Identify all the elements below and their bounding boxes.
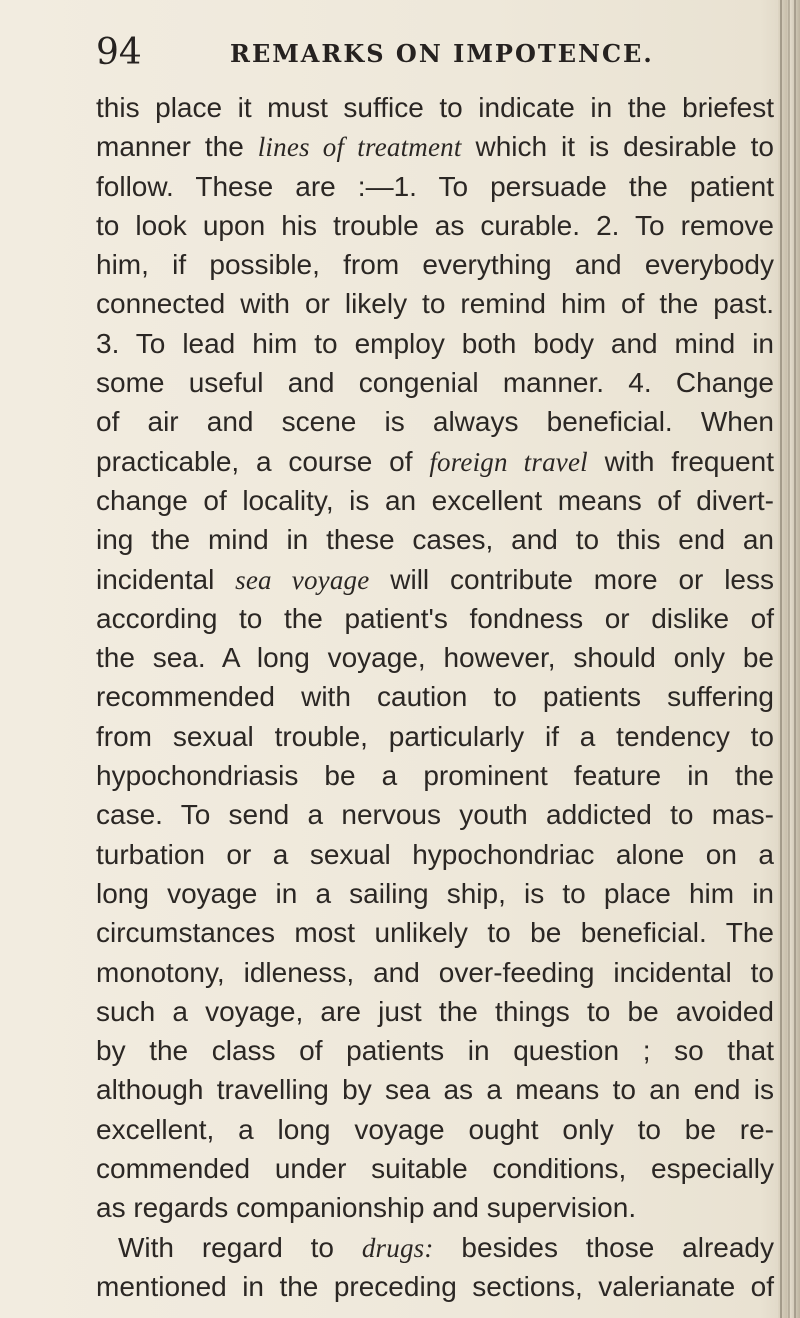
text-line — [96, 913, 774, 952]
text-run: change of locality, is an excellent means of divert- — [96, 484, 774, 516]
text-line — [96, 1267, 774, 1306]
text-line — [96, 245, 774, 284]
text-line — [96, 1110, 774, 1149]
text-run: incidental — [96, 563, 236, 595]
text-line — [96, 363, 774, 402]
text-line — [96, 677, 774, 716]
text-run: ing the mind in these cases, and to this end an — [96, 524, 774, 556]
text-run: which it is desirable to — [461, 131, 775, 163]
text-run: monotony, idleness, and over-feeding incidental to — [96, 956, 774, 988]
text-line — [96, 599, 774, 638]
text-line — [96, 1149, 774, 1188]
text-run: mentioned in the preceding sections, valerianate of — [96, 1270, 774, 1302]
text-run: practicable, a course of — [96, 445, 430, 477]
page-edge-line — [788, 0, 790, 1318]
text-line — [96, 638, 774, 677]
page-header — [96, 30, 696, 76]
text-run: besides those already — [433, 1231, 774, 1263]
text-line — [96, 88, 774, 127]
text-line — [96, 206, 774, 245]
text-run: to look upon his trouble as curable. 2. To remove — [96, 209, 774, 241]
text-run: connected with or likely to remind him of the past. — [96, 288, 774, 320]
text-run: With regard to — [118, 1231, 362, 1263]
text-run: of air and scene is always beneficial. When — [96, 406, 774, 438]
text-run: manner the — [96, 131, 258, 163]
italic-phrase: lines of treatment — [257, 132, 462, 163]
text-line — [96, 795, 774, 834]
page-number: 94 — [96, 32, 142, 73]
text-run: with frequent — [587, 445, 774, 477]
text-run: from sexual trouble, particularly if a tendency to — [96, 720, 774, 752]
italic-phrase: drugs: — [361, 1232, 434, 1263]
text-line — [96, 1188, 774, 1227]
text-run: hypochondriasis be a prominent feature in the — [96, 760, 774, 792]
text-line — [96, 442, 774, 481]
text-run: 3. To lead him to employ both body and mind in — [96, 327, 774, 359]
text-line — [96, 167, 774, 206]
italic-phrase: sea voyage — [235, 564, 370, 595]
text-run: turbation or a sexual hypochondriac alone on a — [96, 838, 774, 870]
text-line — [96, 1228, 774, 1267]
text-run: such a voyage, are just the things to be avoided — [96, 995, 774, 1027]
text-run: follow. These are :—1. To persuade the patient — [96, 170, 774, 202]
body-text — [96, 88, 774, 1306]
text-line — [96, 520, 774, 559]
text-run: circumstances most unlikely to be beneficial. The — [96, 917, 774, 949]
running-head: REMARKS ON IMPOTENCE. — [230, 39, 654, 68]
text-run: recommended with caution to patients suffering — [96, 681, 774, 713]
text-line — [96, 560, 774, 599]
text-line — [96, 992, 774, 1031]
text-line — [96, 402, 774, 441]
italic-phrase: foreign travel — [429, 446, 588, 477]
text-line — [96, 284, 774, 323]
text-run: long voyage in a sailing ship, is to place him in — [96, 877, 774, 909]
text-run: according to the patient's fondness or dislike of — [96, 602, 774, 634]
text-line — [96, 1031, 774, 1070]
text-line — [96, 481, 774, 520]
text-run: him, if possible, from everything and everybody — [96, 249, 774, 281]
text-line — [96, 835, 774, 874]
page-edge — [778, 0, 800, 1318]
page-edge-line — [794, 0, 796, 1318]
text-line — [96, 717, 774, 756]
text-run: commended under suitable conditions, especially — [96, 1153, 774, 1185]
text-run: case. To send a nervous youth addicted to mas- — [96, 799, 774, 831]
text-run: will contribute more or less — [369, 563, 774, 595]
text-run: although travelling by sea as a means to an end is — [96, 1074, 774, 1106]
text-run: the sea. A long voyage, however, should only be — [96, 642, 774, 674]
text-line — [96, 953, 774, 992]
text-run: excellent, a long voyage ought only to be re- — [96, 1113, 774, 1145]
text-line — [96, 1070, 774, 1109]
text-run: this place it must suffice to indicate in the briefest — [96, 92, 774, 123]
page-edge-line — [780, 0, 782, 1318]
text-run: as regards companionship and supervision. — [96, 1192, 637, 1224]
text-line — [96, 874, 774, 913]
text-line — [96, 756, 774, 795]
text-line — [96, 127, 774, 166]
text-line — [96, 324, 774, 363]
text-run: by the class of patients in question ; so that — [96, 1035, 774, 1067]
text-run: some useful and congenial manner. 4. Change — [96, 367, 774, 399]
